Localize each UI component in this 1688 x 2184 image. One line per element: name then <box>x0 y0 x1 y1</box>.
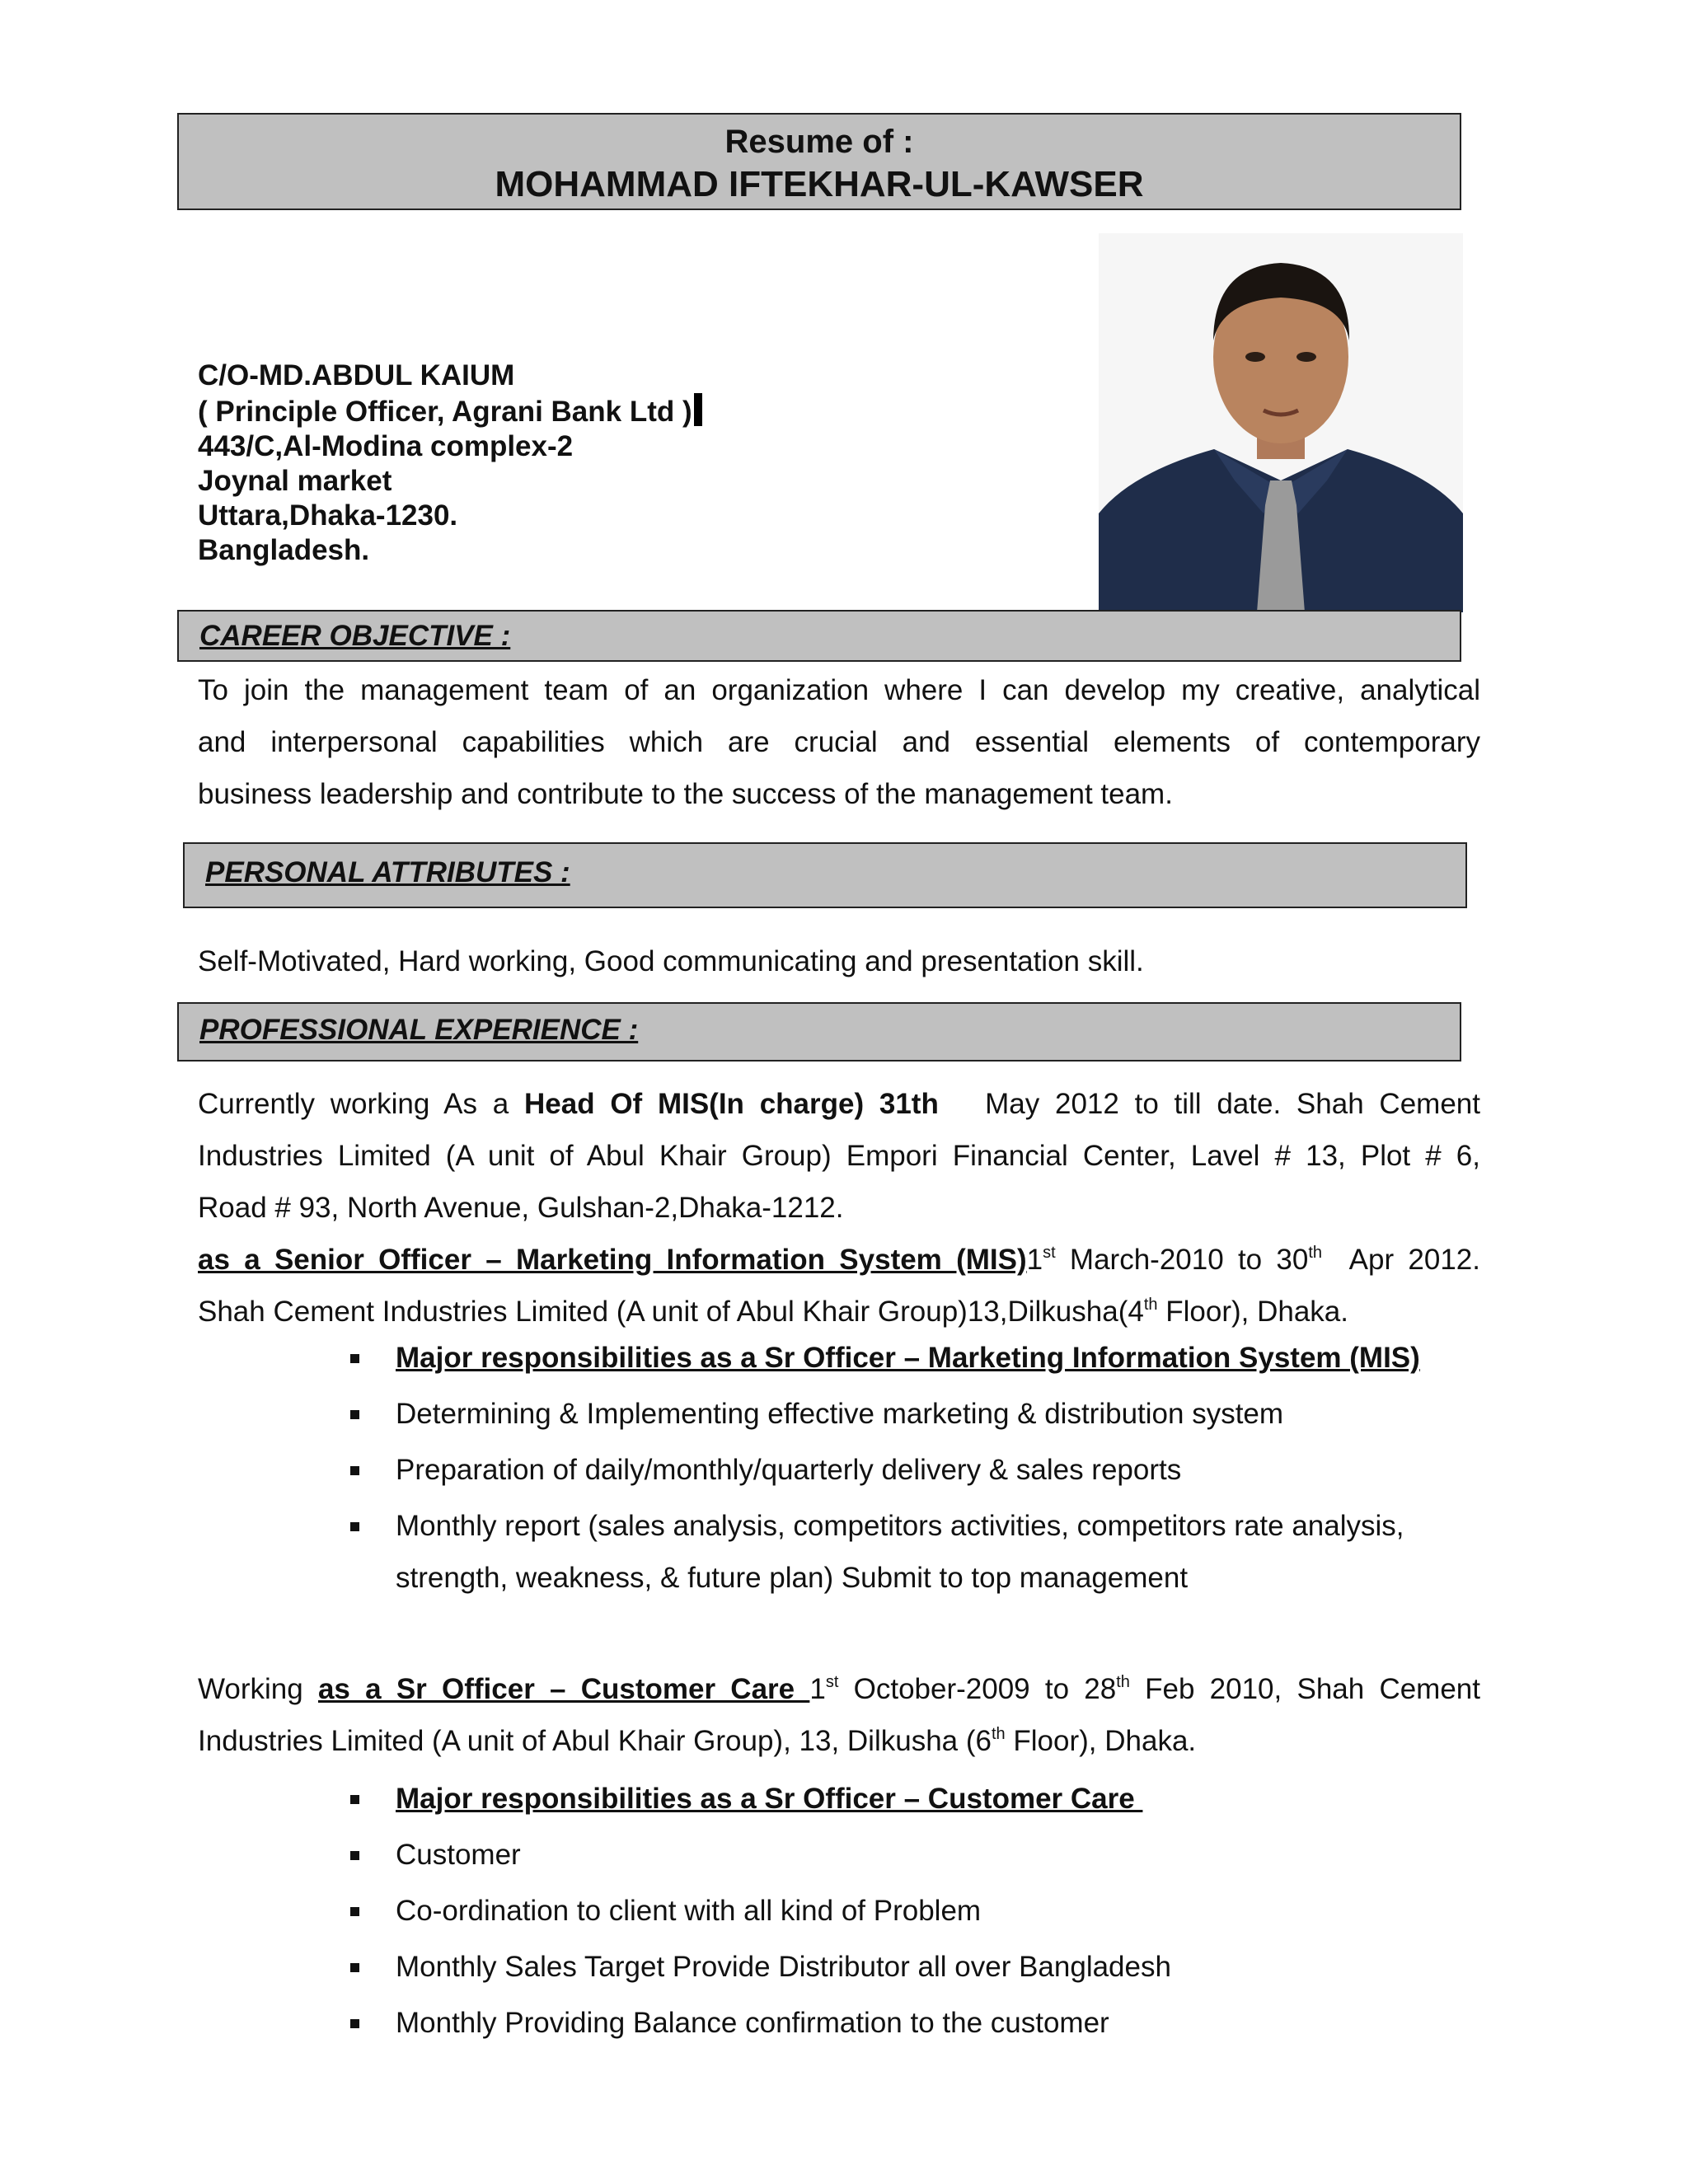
address-line: 443/C,Al-Modina complex-2 <box>198 430 574 462</box>
resume-label: Resume of : <box>724 124 914 160</box>
career-objective-text: To join the management team of an organization where I can develop my creative, analytical and interpersonal capabilities which are crucial and essential elements of contemporary business leadership and contribute to the success of the management team. <box>198 674 1480 810</box>
address-block <box>198 359 702 568</box>
list-item: Monthly report (sales analysis, competitors activities, competitors rate analysis, <box>342 1500 1420 1552</box>
address-line: Bangladesh. <box>198 534 370 566</box>
bullet-icon <box>350 1354 359 1363</box>
current-role: Head Of MIS(In charge) 31th <box>523 1088 939 1120</box>
title-box <box>177 113 1461 210</box>
bullet-icon <box>350 2019 359 2028</box>
senior-officer-line: as a Senior Officer – Marketing Information System (MIS)1st March-2010 to 30th Apr 2012. <box>198 1244 1480 1276</box>
list-item: Customer <box>342 1829 1171 1881</box>
list-item-continuation: strength, weakness, & future plan) Submit to top management <box>396 1562 1189 1594</box>
senior-role: as a Senior Officer – Marketing Information System (MIS) <box>198 1244 1027 1276</box>
personal-attributes-heading: PERSONAL ATTRIBUTES : <box>183 842 1467 908</box>
personal-attributes-text: Self-Motivated, Hard working, Good communicating and presentation skill. <box>198 945 1144 977</box>
list-item: Monthly Providing Balance confirmation to the customer <box>342 1997 1171 2049</box>
candidate-name: MOHAMMAD IFTEKHAR-UL-KAWSER <box>495 164 1144 204</box>
customer-care-responsibilities-list <box>342 1773 1171 2049</box>
portrait-icon <box>1099 233 1463 612</box>
career-objective-heading: CAREER OBJECTIVE : <box>177 610 1461 662</box>
list-item: Co-ordination to client with all kind of Problem <box>342 1885 1171 1937</box>
bullet-icon <box>350 1522 359 1531</box>
address-line: ( Principle Officer, Agrani Bank Ltd ) <box>198 393 702 429</box>
list-item: Major responsibilities as a Sr Officer – Marketing Information System (MIS) <box>342 1332 1420 1384</box>
bullet-icon <box>350 1410 359 1419</box>
address-line: Joynal market <box>198 465 392 497</box>
text-cursor <box>694 393 702 426</box>
address-line: Uttara,Dhaka-1230. <box>198 499 458 532</box>
professional-experience-heading: PROFESSIONAL EXPERIENCE : <box>177 1002 1461 1062</box>
bullet-icon <box>350 1907 359 1916</box>
customer-care-position: Working as a Sr Officer – Customer Care 1st October-2009 to 28th Feb 2010, Shah Cement Industries Limited (A unit of Abul Khair Group), 13, Dilkusha (6th Floor), Dhaka. <box>198 1673 1480 1757</box>
profile-photo <box>1099 233 1463 612</box>
customer-care-role: as a Sr Officer – Customer Care <box>317 1673 810 1705</box>
list-item: Major responsibilities as a Sr Officer – Customer Care <box>342 1773 1171 1825</box>
list-item: Monthly Sales Target Provide Distributor all over Bangladesh <box>342 1941 1171 1993</box>
bullet-icon <box>350 1466 359 1475</box>
current-position: Currently working As a Head Of MIS(In charge) 31th May 2012 to till date. Shah Cement Industries Limited (A unit of Abul Khair Group) Empori Financial Center, Lavel # 13, Plot # 6, Road # 93, North Avenue, Gulshan-2,Dhaka-1212. as a Senior Officer – Marketing Information System (MIS)1st March-2010 to 30th Apr 2012. Shah Cement Industries Limited (A unit of Abul Khair Group)13,Dilkusha(4th Floor), Dhaka. <box>198 1088 1480 1328</box>
list-item: Preparation of daily/monthly/quarterly delivery & sales reports <box>342 1444 1420 1496</box>
mis-responsibilities-list <box>342 1332 1420 1604</box>
bullet-icon <box>350 1851 359 1860</box>
address-line: C/O-MD.ABDUL KAIUM <box>198 359 515 391</box>
bullet-icon <box>350 1963 359 1972</box>
list-item: Determining & Implementing effective marketing & distribution system <box>342 1388 1420 1440</box>
bullet-icon <box>350 1795 359 1804</box>
